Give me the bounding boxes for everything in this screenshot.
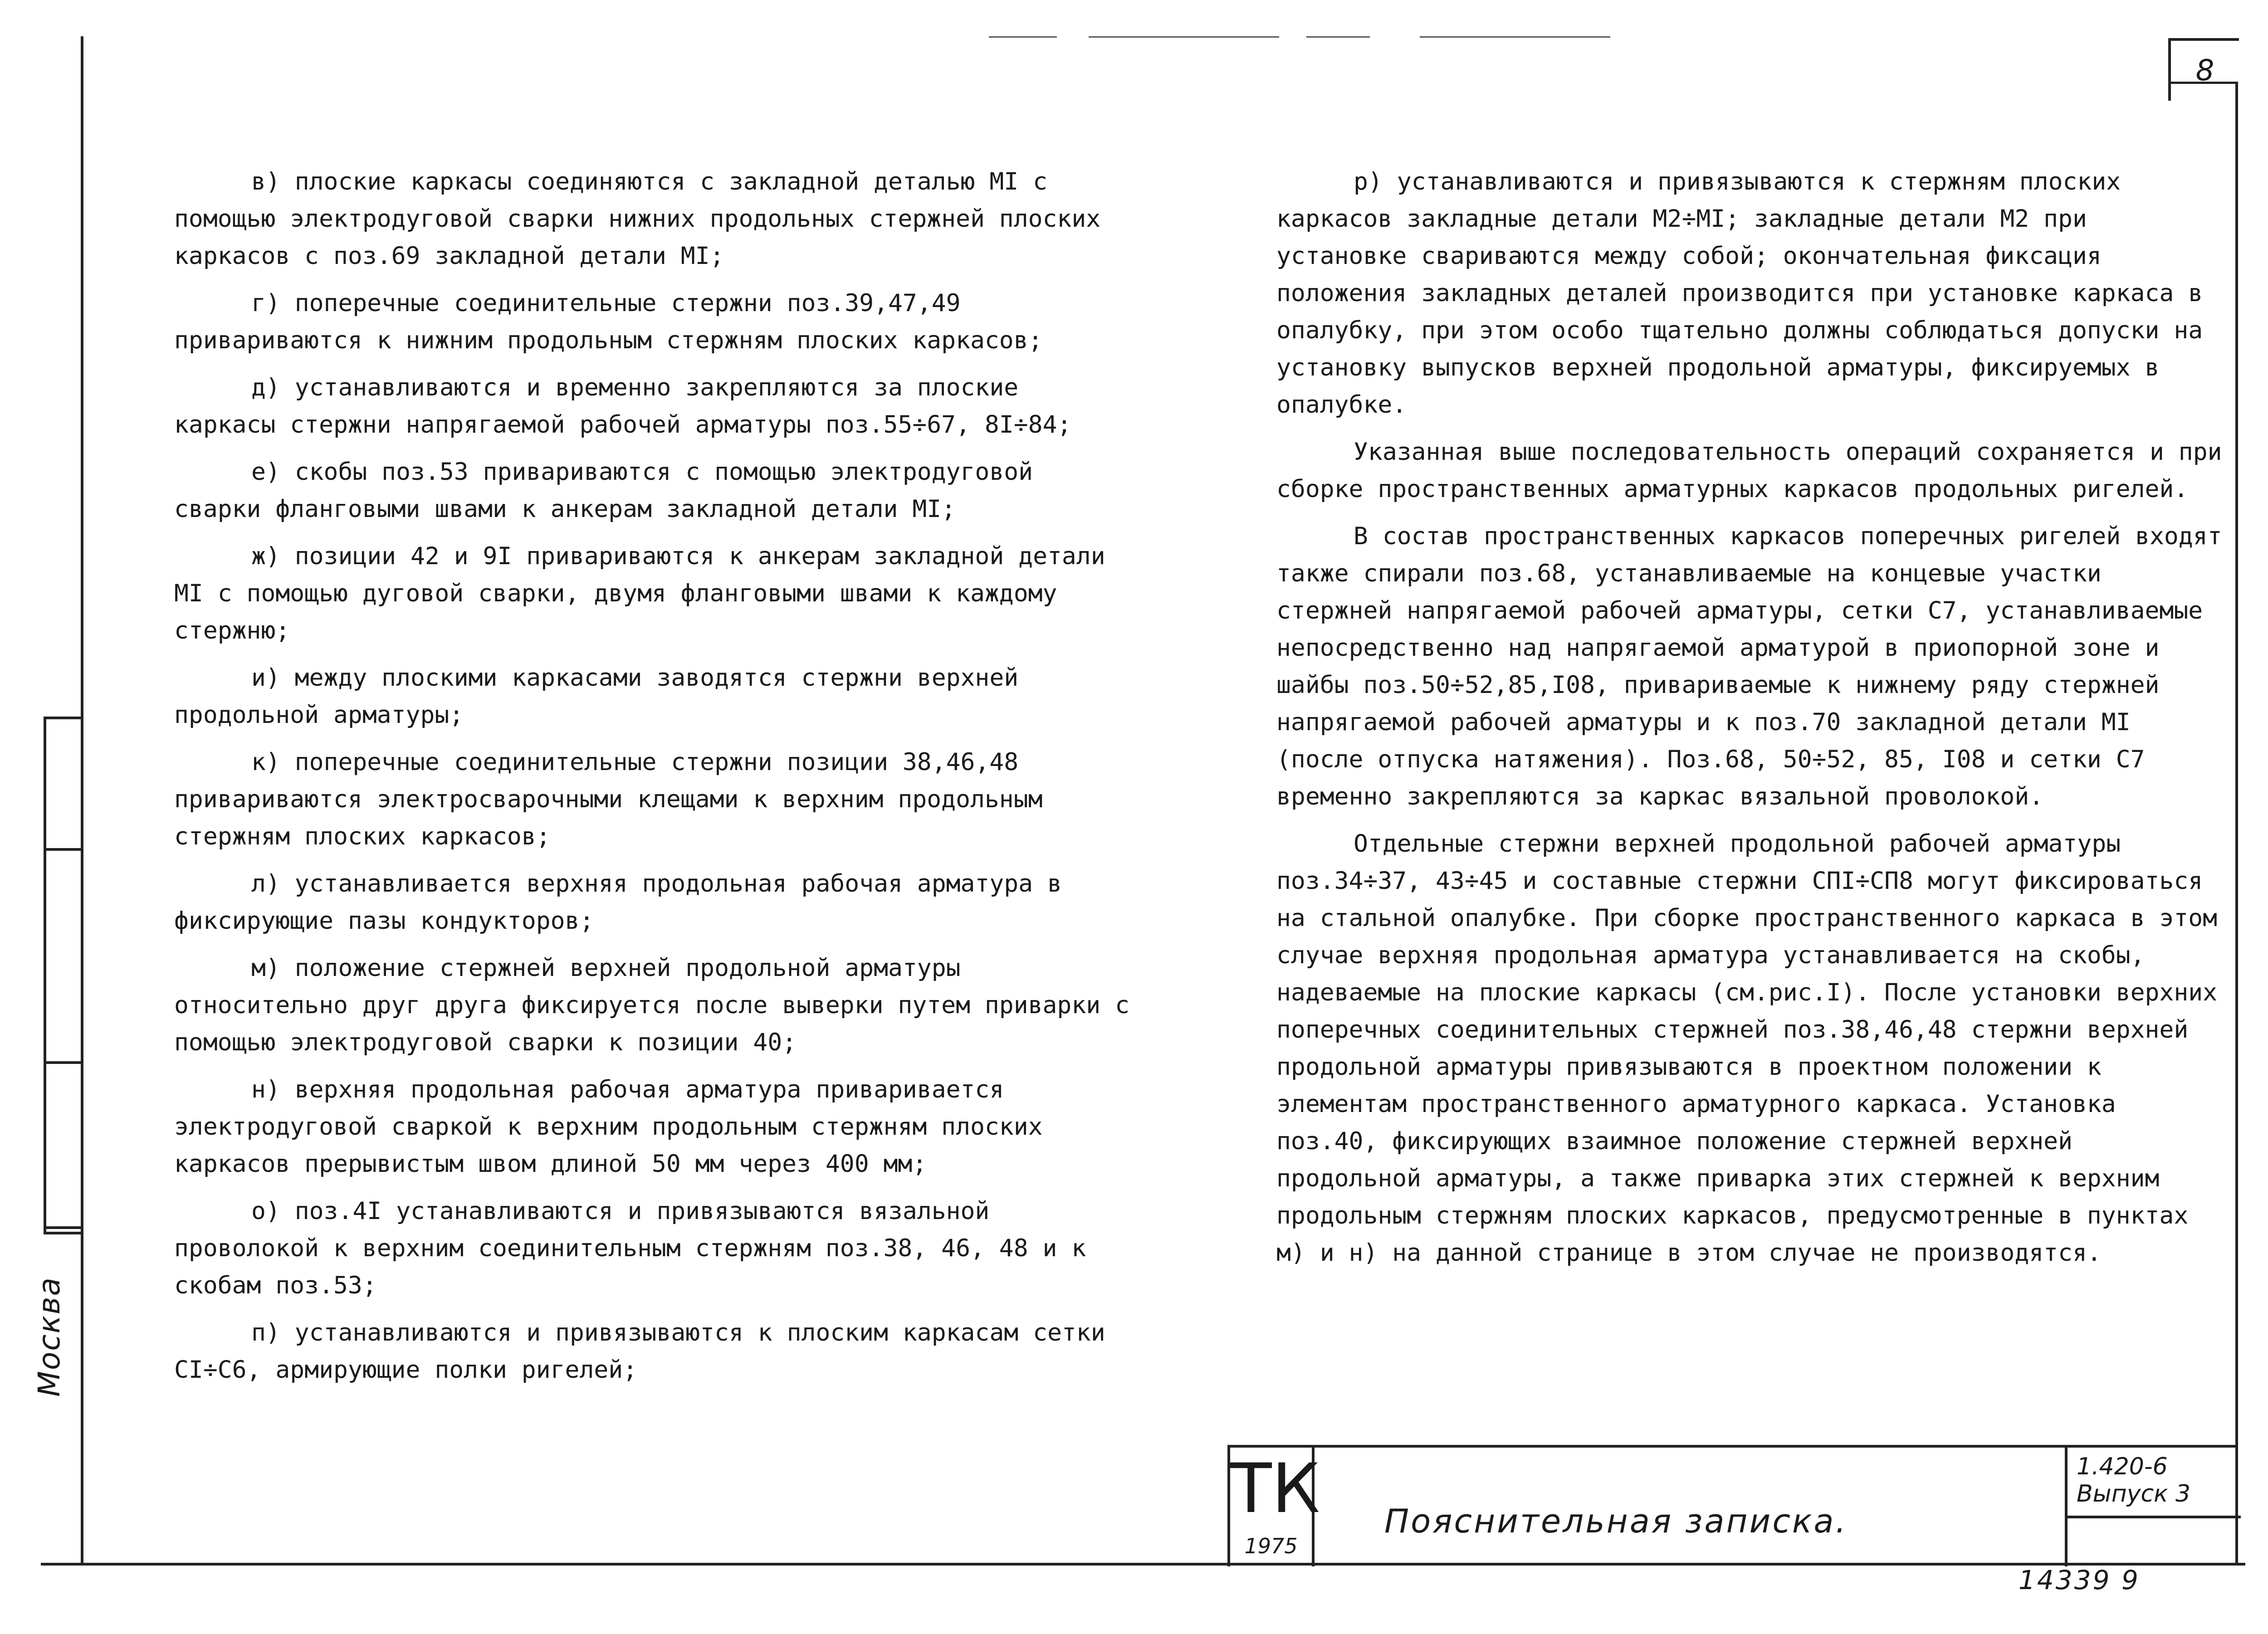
- top-dash: [1089, 36, 1279, 38]
- org-label: ТК: [1230, 1449, 1320, 1528]
- sidebar-stamp-box: [44, 717, 83, 1234]
- left-text-column: [174, 163, 1131, 1399]
- paragraph: р) устанавливаются и привязываются к стержням плоских каркасов закладные детали М2÷МI; закладные детали М2 при установке свариваются между собой; окончательная фиксация положения закладных деталей производится при установке каркаса в опалубку, при этом особо тщательно должны соблюдаться допуски на установку выпусков верхней продольной арматуры, фиксируемых в опалубке.: [1276, 168, 2203, 419]
- paragraph: м) положение стержней верхней продольной арматуры относительно друг друга фиксируется после выверки путем приварки с помощью электродуговой сварки к позиции 40;: [174, 954, 1129, 1056]
- paragraph: г) поперечные соединительные стержни поз.39,47,49 привариваются к нижним продольным стержням плоских каркасов;: [174, 289, 1043, 354]
- year-label: 1975: [1244, 1534, 1298, 1558]
- paragraph: в) плоские каркасы соединяются с закладной деталью МI с помощью электродуговой сварки нижних продольных стержней плоских каркасов с поз.69 закладной детали МI;: [174, 168, 1101, 270]
- top-dash: [1306, 36, 1370, 38]
- paragraph: п) устанавливаются и привязываются к плоским каркасам сетки СI÷С6, армирующие полки ригелей;: [174, 1319, 1105, 1384]
- sidebar-divider: [44, 1061, 83, 1064]
- paragraph: Указанная выше последовательность операций сохраняется и при сборке пространственных арматурных каркасов продольных ригелей.: [1276, 438, 2222, 503]
- paragraph: и) между плоскими каркасами заводятся стержни верхней продольной арматуры;: [174, 664, 1019, 729]
- page-number: 8: [2168, 38, 2239, 101]
- org-cell: [1230, 1448, 1320, 1566]
- paragraph: д) устанавливаются и временно закрепляются за плоские каркасы стержни напрягаемой рабочей арматуры поз.55÷67, 8I÷84;: [174, 374, 1072, 439]
- paragraph: о) поз.4I устанавливаются и привязываются вязальной проволокой к верхним соединительным стержням поз.38, 46, 48 и к скобам поз.53;: [174, 1197, 1086, 1299]
- document-title: Пояснительная записка.: [1384, 1502, 1848, 1540]
- issue-number: Выпуск 3: [2077, 1480, 2191, 1507]
- frame-right-border: [2235, 82, 2238, 1566]
- footer-number: 14339 9: [2019, 1565, 2140, 1595]
- paragraph: н) верхняя продольная рабочая арматура приваривается электродуговой сваркой к верхним продольным стержням плоских каркасов прерывистым швом длиной 50 мм через 400 мм;: [174, 1076, 1043, 1178]
- paragraph: л) устанавливается верхняя продольная рабочая арматура в фиксирующие пазы кондукторов;: [174, 870, 1062, 935]
- empty-cell: [2065, 1516, 2241, 1566]
- paragraph: ж) позиции 42 и 9I привариваются к анкерам закладной детали МI с помощью дуговой сварки, двумя фланговыми швами к каждому стержню;: [174, 542, 1105, 644]
- paragraph: В состав пространственных каркасов поперечных ригелей входят также спирали поз.68, устанавливаемые на концевые участки стержней напрягаемой рабочей арматуры, сетки С7, устанавливаемые непосредственно над напрягаемой арматурой в приопорной зоне и шайбы поз.50÷52,85,I08, привариваемые к нижнему ряду стержней напрягаемой рабочей арматуры и к поз.70 закладной детали МI (после отпуска натяжения). Поз.68, 50÷52, 85, I08 и сетки С7 временно закрепляются за каркас вязальной проволокой.: [1276, 522, 2222, 810]
- sidebar-divider: [44, 848, 83, 851]
- top-dash: [989, 36, 1057, 38]
- right-text-column: [1276, 163, 2224, 1282]
- series-number: 1.420-6: [2077, 1453, 2168, 1480]
- sidebar-city-label: Москва: [32, 1277, 67, 1397]
- code-cell: [2065, 1448, 2241, 1518]
- sidebar-divider: [44, 1226, 83, 1229]
- top-dash: [1420, 36, 1610, 38]
- paragraph: е) скобы поз.53 привариваются с помощью электродуговой сварки фланговыми швами к анкерам закладной детали МI;: [174, 458, 1033, 523]
- title-block: [1227, 1445, 2238, 1566]
- paragraph: к) поперечные соединительные стержни позиции 38,46,48 привариваются электросварочными клещами к верхним продольным стержням плоских каркасов;: [174, 748, 1043, 850]
- series-code: [2077, 1453, 2190, 1507]
- paragraph: Отдельные стержни верхней продольной рабочей арматуры поз.34÷37, 43÷45 и составные стержни СПI÷СП8 могут фиксироваться на стальной опалубке. При сборке пространственного каркаса в этом случае верхняя продольная арматура устанавливается на скобы, надеваемые на плоские каркасы (см.рис.I). После установки верхних поперечных соединительных стержней поз.38,46,48 стержни верхней продольной арматуры привязываются в проектном положении к элементам пространственного арматурного каркаса. Установка поз.40, фиксирующих взаимное положение стержней верхней продольной арматуры, а также приварка этих стержней к верхним продольным стержням плоских каркасов, предусмотренные в пунктах м) и н) на данной странице в этом случае не производятся.: [1276, 830, 2218, 1267]
